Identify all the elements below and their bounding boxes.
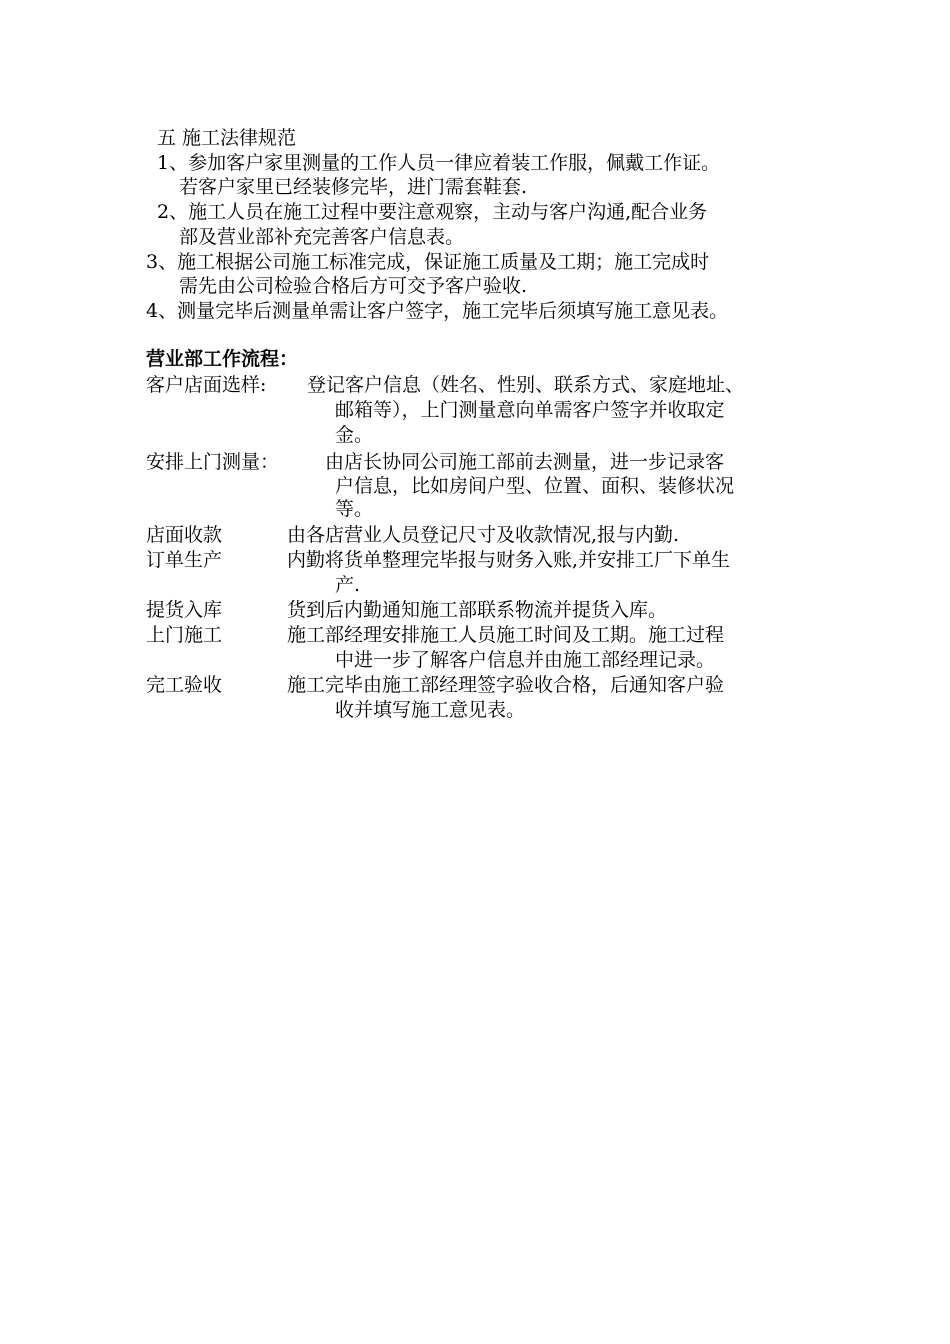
workflow-step-text: 由各店营业人员登记尺寸及收款情况,报与内勤. bbox=[287, 524, 680, 546]
workflow-step-text: 产. bbox=[335, 574, 361, 596]
workflow-step-label: 上门施工 bbox=[146, 624, 223, 646]
rule-item-3-line-1: 3、施工根据公司施工标准完成，保证施工质量及工期；施工完成时 bbox=[146, 251, 710, 273]
rule-item-2-line-1: 2、施工人员在施工过程中要注意观察，主动与客户沟通,配合业务 bbox=[157, 201, 708, 223]
workflow-heading: 营业部工作流程： bbox=[146, 348, 299, 370]
rule-item-1-line-2: 若客户家里已经装修完毕，进门需套鞋套. bbox=[179, 176, 528, 198]
workflow-step-label: 安排上门测量： bbox=[146, 451, 280, 473]
workflow-step-text: 户信息，比如房间户型、位置、面积、装修状况 bbox=[335, 475, 735, 497]
workflow-step-label: 店面收款 bbox=[146, 524, 223, 546]
workflow-step-label: 客户店面选样: bbox=[146, 374, 267, 396]
rule-item-3-line-2: 需先由公司检验合格后方可交予客户验收. bbox=[179, 275, 528, 297]
rule-item-2-line-2: 部及营业部补充完善客户信息表。 bbox=[179, 226, 465, 248]
workflow-step-text: 金。 bbox=[335, 424, 374, 446]
workflow-step-text: 内勤将货单整理完毕报与财务入账,并安排工厂下单生 bbox=[287, 549, 731, 571]
rule-item-4-line-1: 4、测量完毕后测量单需让客户签字，施工完毕后须填写施工意见表。 bbox=[146, 300, 729, 322]
workflow-step-text: 由店长协同公司施工部前去测量，进一步记录客 bbox=[325, 451, 725, 473]
workflow-step-label: 订单生产 bbox=[146, 549, 223, 571]
rule-item-1-line-1: 1、参加客户家里测量的工作人员一律应着装工作服，佩戴工作证。 bbox=[157, 152, 721, 174]
workflow-step-text: 收并填写施工意见表。 bbox=[335, 699, 526, 721]
workflow-step-text: 中进一步了解客户信息并由施工部经理记录。 bbox=[335, 649, 716, 671]
workflow-step-label: 提货入库 bbox=[146, 599, 223, 621]
workflow-step-text: 邮箱等），上门测量意向单需客户签字并收取定 bbox=[335, 399, 725, 421]
section-heading: 五 施工法律规范 bbox=[157, 127, 297, 149]
workflow-step-text: 货到后内勤通知施工部联系物流并提货入库。 bbox=[287, 599, 668, 621]
workflow-step-label: 完工验收 bbox=[146, 674, 223, 696]
workflow-step-text: 施工完毕由施工部经理签字验收合格，后通知客户验 bbox=[287, 674, 725, 696]
workflow-step-text: 登记客户信息（姓名、性别、联系方式、家庭地址、 bbox=[307, 374, 745, 396]
workflow-step-text: 等。 bbox=[335, 498, 374, 520]
workflow-step-text: 施工部经理安排施工人员施工时间及工期。施工过程 bbox=[287, 624, 725, 646]
